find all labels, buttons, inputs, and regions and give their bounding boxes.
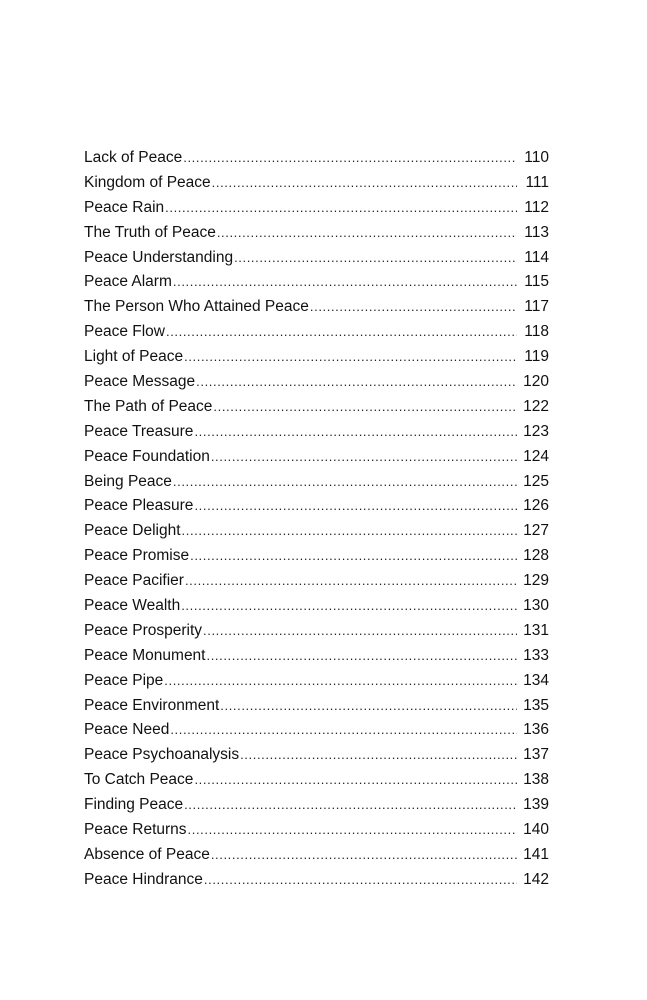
toc-entry-title: Peace Returns [84,821,187,839]
toc-entry[interactable] [84,669,549,694]
toc-entry[interactable] [84,470,549,495]
toc-entry-title: Absence of Peace [84,845,210,863]
dot-leader [203,619,517,644]
toc-entry-page-number: 140 [523,821,549,839]
toc-entry-title: Peace Flow [84,323,165,341]
toc-entry-page-number: 129 [523,572,549,590]
dot-leader [212,171,517,196]
dot-leader [182,519,517,544]
dot-leader [213,395,517,420]
dot-leader [211,445,517,470]
toc-entry[interactable] [84,494,549,519]
toc-entry[interactable] [84,843,549,868]
toc-entry-title: Lack of Peace [84,149,183,166]
dot-leader [194,420,517,445]
toc-entry-page-number: 142 [523,870,549,888]
toc-entry[interactable] [84,395,549,420]
toc-entry-page-number: 136 [523,721,549,739]
toc-entry[interactable] [84,519,549,544]
toc-entry-page-number: 114 [524,248,549,266]
toc-entry-page-number: 112 [524,198,549,216]
toc-entry[interactable] [84,370,549,395]
toc-entry-title: Peace Environment [84,696,220,714]
toc-entry-title: Light of Peace [84,348,184,366]
toc-entry-page-number: 113 [524,223,549,241]
toc-entry-page-number: 139 [523,796,549,814]
toc-entry-page-number: 111 [525,173,549,191]
toc-entry[interactable] [84,718,549,743]
toc-entry-page-number: 124 [523,447,549,465]
toc-entry-title: The Person Who Attained Peace [84,298,309,316]
dot-leader [173,270,517,295]
toc-entry-title: Peace Hindrance [84,870,203,888]
toc-entry-page-number: 120 [523,373,549,391]
toc-entry-page-number: 141 [523,845,549,863]
toc-entry[interactable] [84,569,549,594]
toc-entry-title: Peace Need [84,721,170,739]
dot-leader [220,694,517,719]
toc-entry-title: Peace Understanding [84,248,234,266]
dot-leader [165,196,517,221]
toc-entry-page-number: 127 [523,522,549,540]
toc-entry-title: Peace Pacifier [84,572,184,590]
toc-entry[interactable] [84,420,549,445]
toc-entry-title: To Catch Peace [84,771,194,789]
dot-leader [204,868,517,893]
toc-entry-title: Peace Treasure [84,422,194,440]
toc-entry-page-number: 130 [523,597,549,615]
toc-entry-title: Peace Promise [84,547,190,565]
dot-leader [240,743,517,768]
toc-entry-page-number: 133 [523,646,549,664]
dot-leader [194,768,517,793]
dot-leader [173,470,517,495]
toc-entry-title: Peace Wealth [84,597,181,615]
toc-entry[interactable] [84,246,549,271]
dot-leader [185,569,517,594]
toc-entry-page-number: 117 [524,298,549,316]
toc-entry[interactable] [84,146,549,171]
toc-entry-title: Finding Peace [84,796,184,814]
toc-entry[interactable] [84,868,549,893]
toc-entry-page-number: 131 [523,621,549,639]
toc-entry[interactable] [84,345,549,370]
dot-leader [207,644,518,669]
toc-entry-page-number: 125 [523,472,549,490]
dot-leader [234,246,517,271]
toc-entry-title: Peace Psychoanalysis [84,746,240,764]
toc-entry[interactable] [84,221,549,246]
toc-entry-page-number: 118 [524,323,549,341]
toc-entry-title: Peace Foundation [84,447,210,465]
toc-entry-page-number: 119 [524,348,549,366]
toc-entry-title: Peace Rain [84,198,165,216]
toc-entry[interactable] [84,743,549,768]
dot-leader [183,146,517,171]
toc-entry[interactable] [84,544,549,569]
dot-leader [310,295,517,320]
toc-entry[interactable] [84,768,549,793]
toc-entry-title: The Path of Peace [84,397,213,415]
toc-entry-title: Peace Alarm [84,273,172,291]
toc-entry-page-number: 138 [523,771,549,789]
toc-entry-title: Peace Pipe [84,671,164,689]
toc-entry-title: Kingdom of Peace [84,173,211,191]
toc-entry[interactable] [84,644,549,669]
toc-entry-title: The Truth of Peace [84,223,216,241]
toc-entry[interactable] [84,818,549,843]
dot-leader [188,818,517,843]
toc-entry-title: Peace Delight [84,522,181,540]
dot-leader [170,718,517,743]
toc-entry-title: Peace Monument [84,646,206,664]
toc-entry-title: Peace Message [84,373,196,391]
dot-leader [211,843,517,868]
dot-leader [181,594,517,619]
toc-entry-title: Being Peace [84,472,172,490]
toc-entry-page-number: 126 [523,497,549,515]
dot-leader [184,793,517,818]
toc-entry[interactable] [84,594,549,619]
dot-leader [190,544,517,569]
dot-leader [166,320,517,345]
toc-entry[interactable] [84,619,549,644]
toc-entry-page-number: 115 [524,273,549,291]
toc-entry-page-number: 128 [523,547,549,565]
toc-entry-page-number: 135 [523,696,549,714]
toc-entry-page-number: 134 [523,671,549,689]
toc-entry-page-number: 122 [523,397,549,415]
dot-leader [196,370,517,395]
dot-leader [164,669,517,694]
toc-entry[interactable] [84,694,549,719]
toc-entry-page-number: 123 [523,422,549,440]
toc-entry-title: Peace Pleasure [84,497,194,515]
toc-entry[interactable] [84,270,549,295]
toc-entry[interactable] [84,793,549,818]
toc-entry-page-number: 137 [523,746,549,764]
toc-entry-title: Peace Prosperity [84,621,203,639]
dot-leader [194,494,517,519]
toc-entry[interactable] [84,196,549,221]
toc-entry[interactable] [84,320,549,345]
toc-entry[interactable] [84,295,549,320]
dot-leader [184,345,517,370]
toc-entry[interactable] [84,171,549,196]
table-of-contents [84,146,549,893]
toc-entry[interactable] [84,445,549,470]
dot-leader [217,221,517,246]
toc-entry-page-number: 110 [524,149,549,166]
